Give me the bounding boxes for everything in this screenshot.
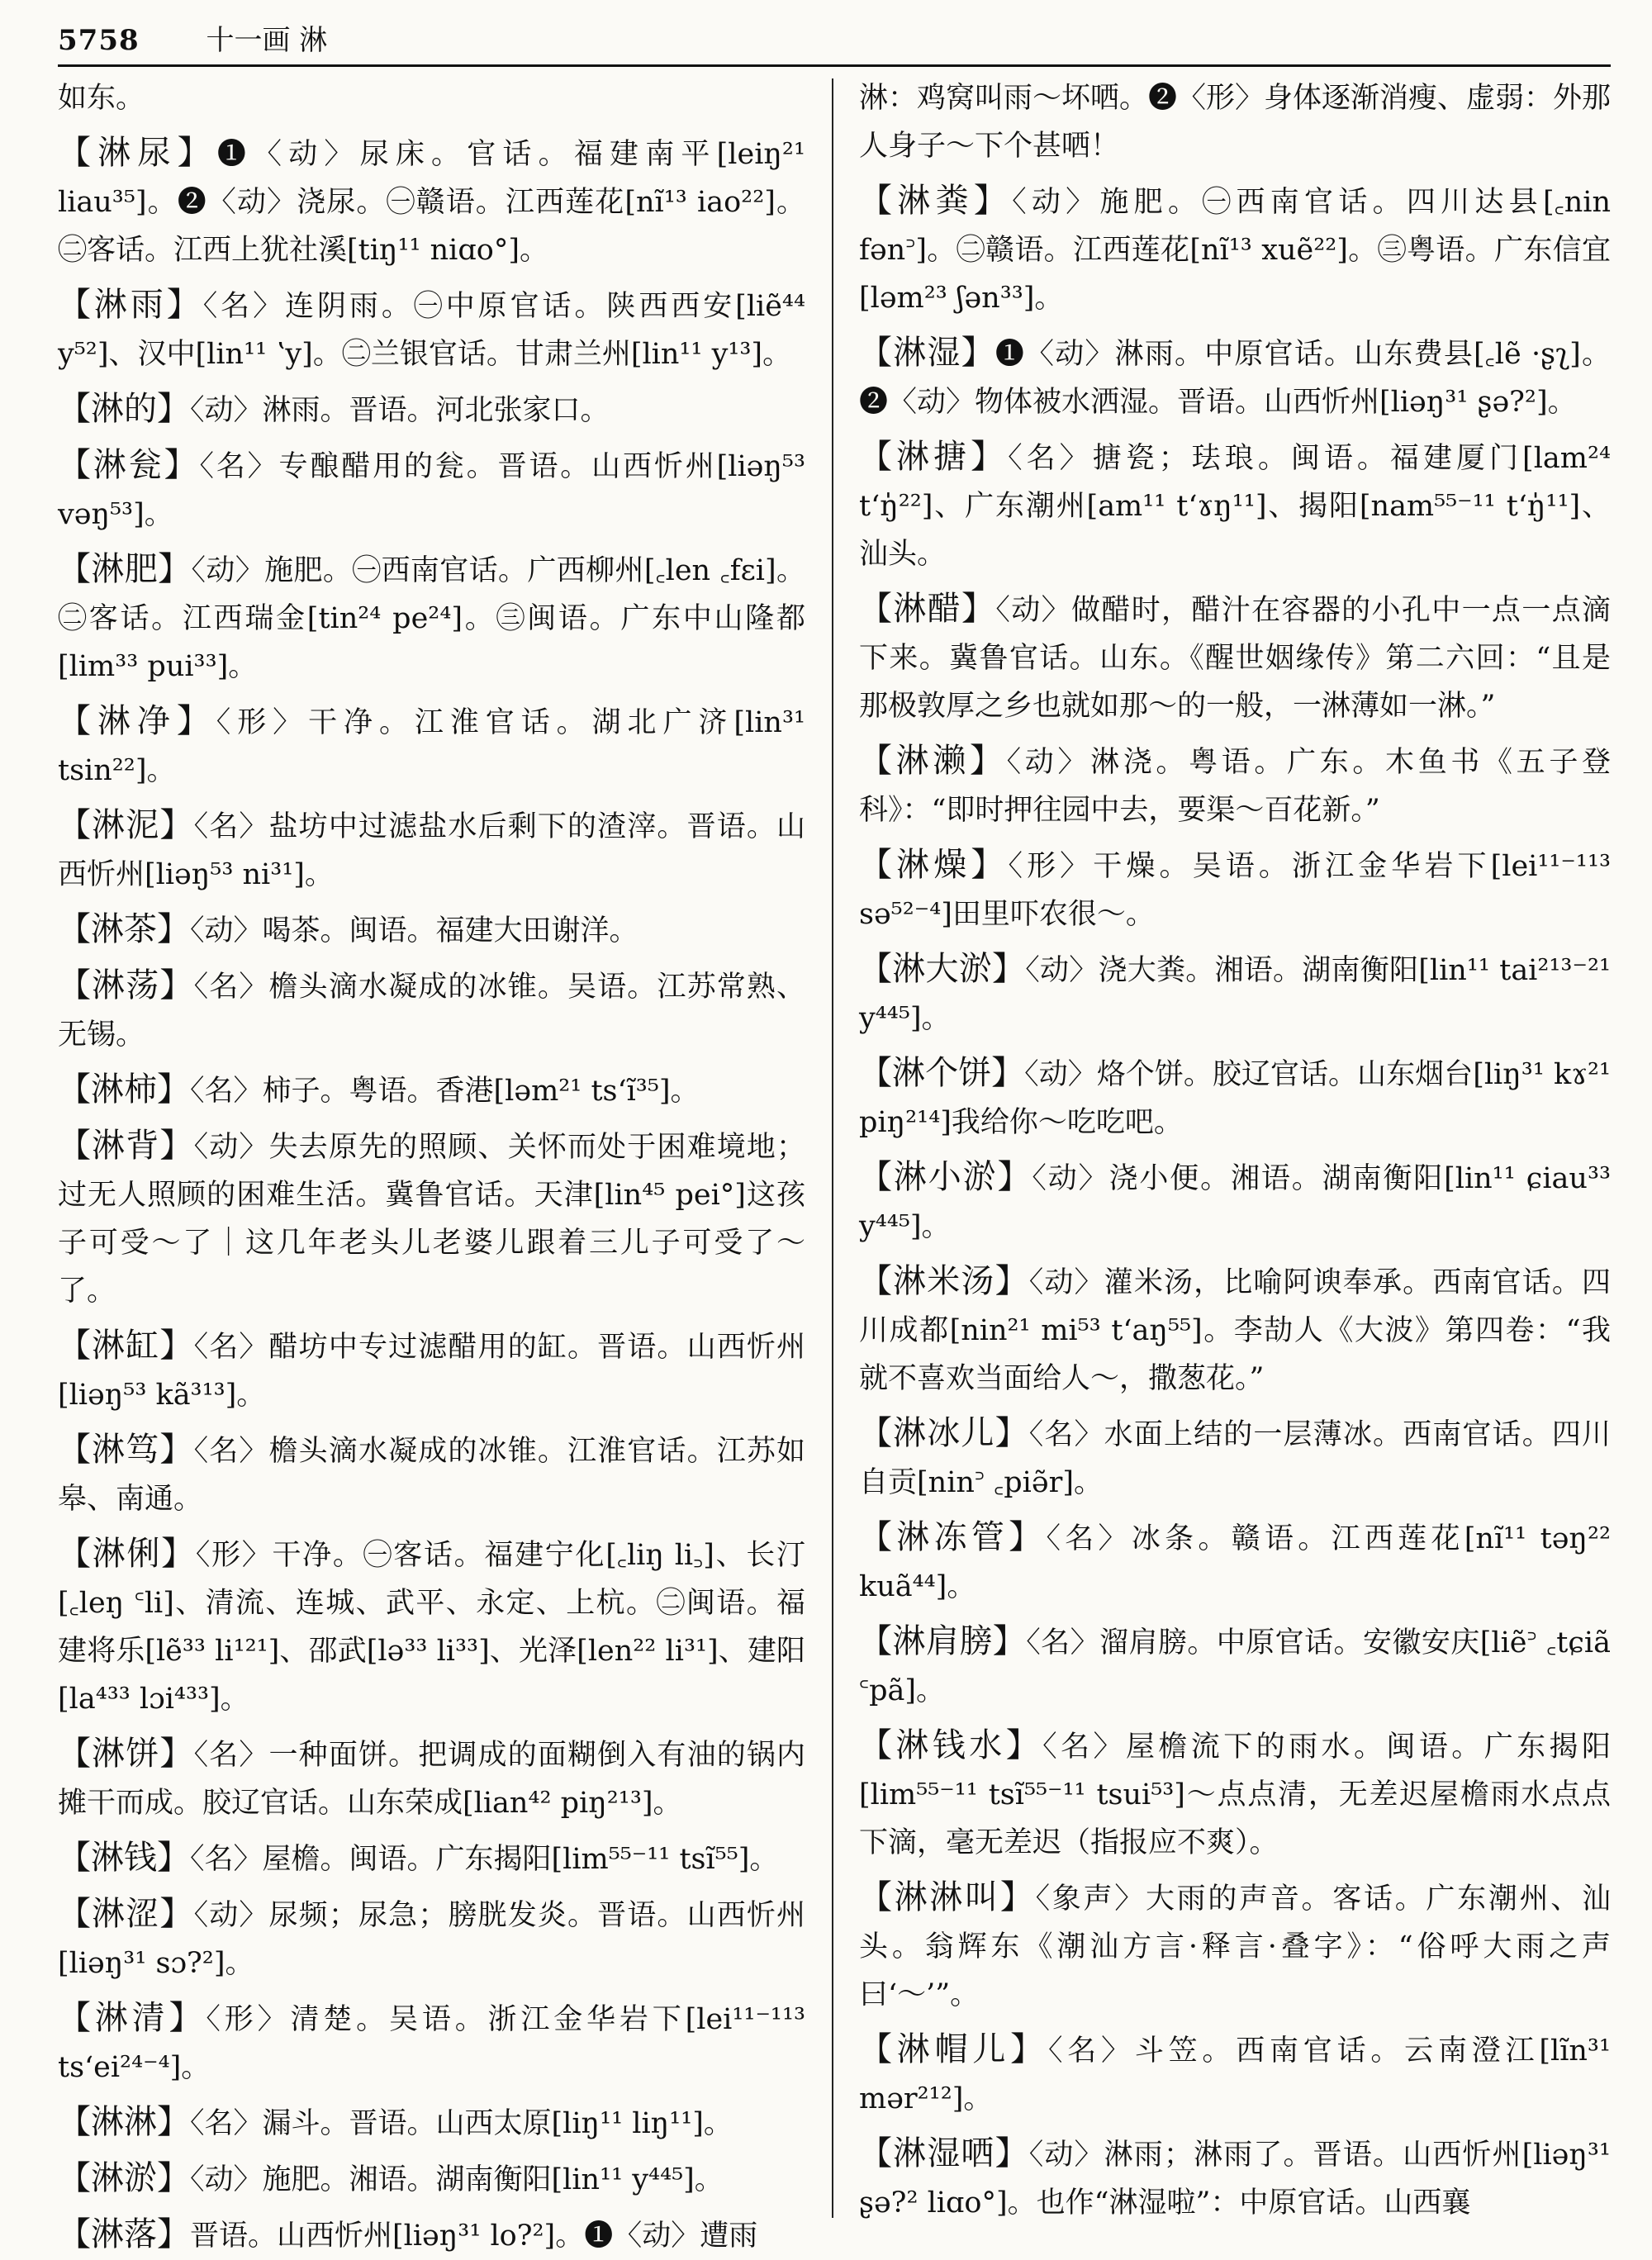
entry-definition: 〈形〉清楚。吴语。浙江金华岩下[lei¹¹⁻¹¹³ ts‘ei²⁴⁻⁴]。 <box>58 2003 806 2084</box>
entry-headword: 【淋尿】 <box>58 134 217 172</box>
section-title: 十一画 淋 <box>206 24 328 57</box>
entry-headword: 【淋笃】 <box>58 1431 194 1469</box>
dictionary-entry <box>859 737 1611 834</box>
entry-headword: 【淋缸】 <box>58 1327 194 1365</box>
dictionary-entry <box>58 1730 805 1827</box>
entry-headword: 【淋小淤】 <box>859 1158 1032 1196</box>
entry-headword: 【淋的】 <box>58 390 190 428</box>
entry-definition: 〈名〉漏斗。晋语。山西太原[liŋ¹¹ liŋ¹¹]。 <box>190 2107 733 2140</box>
dictionary-entry <box>58 1834 805 1883</box>
entry-headword: 【淋燥】 <box>859 846 1009 884</box>
header-rule <box>58 64 1611 67</box>
entry-definition: 〈形〉干净。江淮官话。湖北广济[lin³¹ tsin²²]。 <box>58 706 805 787</box>
entry-definition: 〈动〉失去原先的照顾、关怀而处于困难境地；过无人照顾的困难生活。冀鲁官话。天津[lin⁴⁵ pei°]这孩子可受～了｜这几年老头儿老婆儿跟着三儿子可受了～了。 <box>58 1131 805 1308</box>
dictionary-entry <box>58 1322 805 1419</box>
entry-headword: 【淋淤】 <box>58 2159 190 2197</box>
entry-headword: 【淋背】 <box>58 1127 194 1165</box>
entry-headword: 【淋肥】 <box>58 550 192 588</box>
dictionary-entry <box>58 1122 805 1315</box>
page-header <box>58 20 1611 61</box>
entry-definition: 〈动〉浇小便。湘语。湖南衡阳[lin¹¹ ɕiau³³ y⁴⁴⁵]。 <box>859 1162 1612 1243</box>
entry-definition: 〈动〉施肥。㊀西南官话。四川达县[꜀nin fən꜄]。㊁赣语。江西莲花[nĩ¹³ xuẽ²²]。㊂粤语。广东信宜[ləm²³ ʃən³³]。 <box>859 186 1611 315</box>
entry-headword: 【淋柿】 <box>58 1071 190 1109</box>
dictionary-entry <box>58 961 805 1059</box>
entry-headword: 【淋搪】 <box>859 438 1009 476</box>
entry-definition: ❶〈动〉尿床。官话。福建南平[leiŋ²¹ liau³⁵]。❷〈动〉浇尿。㊀赣语。江西莲花[nĩ¹³ iao²²]。㊁客话。江西上犹社溪[tiŋ¹¹ niɑo°]。 <box>58 138 805 267</box>
dictionary-entry <box>859 1513 1611 1611</box>
dictionary-entry <box>58 905 805 955</box>
entry-definition: 〈名〉醋坊中专过滤醋用的缸。晋语。山西忻州[liəŋ⁵³ kã³¹³]。 <box>58 1331 805 1412</box>
dictionary-entry <box>58 1426 805 1523</box>
dictionary-entry <box>58 1530 805 1723</box>
entry-definition: 〈动〉做醋时，醋汁在容器的小孔中一点一点滴下来。冀鲁官话。山东。《醒世姻缘传》第二六回：“且是那极敦厚之乡也就如那～的一般，一淋薄如一淋。” <box>859 594 1611 723</box>
dictionary-entry <box>859 1049 1611 1147</box>
dictionary-entry <box>859 433 1611 578</box>
entry-definition: 〈名〉斗笠。西南官话。云南澄江[lĩn³¹ mər²¹²]。 <box>859 2034 1611 2115</box>
entry-definition: 〈名〉搪瓷；珐琅。闽语。福建厦门[lam²⁴ t‘ŋ̍²²]、广东潮州[am¹¹ t‘ɤŋ¹¹]、揭阳[nam⁵⁵⁻¹¹ t‘ŋ̍¹¹]、汕头。 <box>859 442 1612 571</box>
dictionary-entry <box>859 585 1611 730</box>
dictionary-entry <box>58 129 805 274</box>
entry-headword: 【淋泥】 <box>58 806 194 844</box>
continuation-text: 淋：鸡窝叫雨～坏哂。❷〈形〉身体逐渐消瘦、虚弱：外那人身子～下个甚哂！ <box>859 82 1612 163</box>
entry-definition: 〈名〉专酿醋用的瓮。晋语。山西忻州[liəŋ⁵³ vəŋ⁵³]。 <box>58 450 805 531</box>
dictionary-entry <box>859 2129 1611 2227</box>
entry-headword: 【淋钱】 <box>58 1839 190 1877</box>
entry-definition: 〈动〉烙个饼。胶辽官话。山东烟台[liŋ³¹ kɤ²¹ piŋ²¹⁴]我给你～吃吃吧。 <box>859 1058 1612 1139</box>
dictionary-entry <box>58 545 805 691</box>
left-column <box>58 74 806 2253</box>
entry-headword: 【淋淋叫】 <box>859 1878 1036 1916</box>
dictionary-entry <box>58 281 805 378</box>
dictionary-entry <box>58 385 805 434</box>
entry-headword: 【淋雨】 <box>58 286 203 324</box>
entry-definition: 〈动〉尿频；尿急；膀胱发炎。晋语。山西忻州[liəŋ³¹ sɔ?²]。 <box>58 1899 805 1980</box>
entry-definition: 〈名〉水面上结的一层薄冰。西南官话。四川自贡[nin꜄ ꜀piə̃r]。 <box>859 1418 1611 1499</box>
entry-definition: 〈动〉施肥。㊀西南官话。广西柳州[꜀len ꜀fɛi]。㊁客话。江西瑞金[tin²⁴ pe²⁴]。㊂闽语。广东中山隆都[lim³³ pui³³]。 <box>58 554 806 683</box>
entry-headword: 【淋粪】 <box>859 182 1013 220</box>
entry-headword: 【淋瓮】 <box>58 446 200 484</box>
entry-headword: 【淋个饼】 <box>859 1054 1025 1092</box>
entry-headword: 【淋濑】 <box>859 742 1007 780</box>
entry-definition: 〈动〉灌米汤，比喻阿谀奉承。西南官话。四川成都[nin²¹ mi⁵³ t‘aŋ⁵⁵]。李劼人《大波》第四卷：“我就不喜欢当面给人～，撒葱花。” <box>859 1266 1611 1395</box>
entry-definition: 〈动〉施肥。湘语。湖南衡阳[lin¹¹ y⁴⁴⁵]。 <box>190 2163 724 2196</box>
column-divider <box>832 78 833 2218</box>
dictionary-entry <box>859 1153 1611 1251</box>
entry-definition: 晋语。山西忻州[liəŋ³¹ lo?²]。❶〈动〉遭雨 <box>190 2220 758 2253</box>
entry-headword: 【淋钱水】 <box>859 1726 1043 1764</box>
entry-headword: 【淋净】 <box>58 702 216 740</box>
entry-headword: 【淋淋】 <box>58 2103 190 2141</box>
entry-definition: 〈名〉溜肩膀。中原官话。安徽安庆[liẽ꜄ ꜀tɕiã ꜂pã]。 <box>859 1626 1611 1707</box>
dictionary-entry <box>58 441 805 539</box>
entry-list <box>58 129 805 2260</box>
entry-headword: 【淋湿哂】 <box>859 2134 1029 2172</box>
entry-headword: 【淋帽儿】 <box>859 2030 1048 2068</box>
dictionary-entry <box>58 697 805 795</box>
entry-definition: 〈动〉浇大粪。湘语。湖南衡阳[lin¹¹ tai²¹³⁻²¹ y⁴⁴⁵]。 <box>859 954 1612 1035</box>
right-column <box>859 74 1611 2222</box>
entry-definition: 〈象声〉大雨的声音。客话。广东潮州、汕头。翁辉东《潮汕方言·释言·叠字》：“俗呼大雨之声曰‘～’”。 <box>859 1883 1611 2011</box>
entry-definition: 〈名〉柿子。粤语。香港[ləm²¹ ts‘ĩ³⁵]。 <box>190 1075 700 1108</box>
entry-definition: 〈名〉一种面饼。把调成的面糊倒入有油的锅内摊干而成。胶辽官话。山东荣成[lian⁴² piŋ²¹³]。 <box>58 1739 805 1820</box>
dictionary-entry <box>58 1890 805 1987</box>
dictionary-entry <box>58 2154 805 2204</box>
entry-headword: 【淋冻管】 <box>859 1518 1047 1556</box>
entry-headword: 【淋冰儿】 <box>859 1414 1029 1452</box>
entry-definition: 〈名〉檐头滴水凝成的冰锥。江淮官话。江苏如皋、南通。 <box>58 1435 805 1516</box>
entry-headword: 【淋荡】 <box>58 966 194 1004</box>
entry-headword: 【淋米汤】 <box>859 1262 1029 1300</box>
entry-headword: 【淋饼】 <box>58 1735 194 1773</box>
entry-headword: 【淋涩】 <box>58 1895 194 1933</box>
dictionary-entry <box>859 1257 1611 1403</box>
entry-list <box>859 177 1611 2227</box>
entry-definition: 〈名〉檐头滴水凝成的冰锥。吴语。江苏常熟、无锡。 <box>58 971 805 1052</box>
entry-headword: 【淋湿】 <box>859 334 995 372</box>
entry-definition: 〈动〉喝茶。闽语。福建大田谢洋。 <box>190 914 638 947</box>
entry-definition: 〈动〉淋雨；淋雨了。晋语。山西忻州[liəŋ³¹ ʂə?² liɑo°]。也作“淋湿啦”：中原官话。山西襄 <box>859 2139 1611 2220</box>
page-number: 5758 <box>58 24 140 57</box>
dictionary-entry <box>859 1409 1611 1507</box>
entry-definition: 〈名〉连阴雨。㊀中原官话。陕西西安[liẽ⁴⁴ y⁵²]、汉中[lin¹¹ ʽy]。㊁兰银官话。甘肃兰州[lin¹¹ y¹³]。 <box>58 290 805 371</box>
entry-definition: 〈名〉屋檐流下的雨水。闽语。广东揭阳[lim⁵⁵⁻¹¹ tsĩ⁵⁵⁻¹¹ tsui⁵³]～点点清，无差迟屋檐雨水点点下滴，毫无差迟（指报应不爽）。 <box>859 1731 1611 1859</box>
dictionary-entry <box>58 1066 805 1115</box>
dictionary-entry <box>58 1994 805 2091</box>
entry-definition: 〈名〉盐坊中过滤盐水后剩下的渣滓。晋语。山西忻州[liəŋ⁵³ ni³¹]。 <box>58 810 805 891</box>
entry-definition: 〈动〉淋浇。粤语。广东。木鱼书《五子登科》：“即时押往园中去，要渠～百花新。” <box>859 746 1611 827</box>
dictionary-entry <box>58 2210 805 2260</box>
dictionary-entry <box>859 329 1611 426</box>
dictionary-entry <box>859 1721 1611 1867</box>
entry-headword: 【淋茶】 <box>58 910 190 948</box>
entry-definition: 〈名〉冰条。赣语。江西莲花[nĩ¹¹ təŋ²² kuã⁴⁴]。 <box>859 1522 1612 1603</box>
dictionary-entry <box>859 841 1611 938</box>
entry-headword: 【淋醋】 <box>859 590 996 628</box>
dictionary-entry <box>859 177 1611 322</box>
dictionary-entry <box>859 1617 1611 1715</box>
dictionary-entry <box>859 945 1611 1042</box>
entry-headword: 【淋俐】 <box>58 1535 196 1573</box>
dictionary-entry <box>58 801 805 899</box>
continuation-text: 如东。 <box>58 82 145 115</box>
entry-headword: 【淋落】 <box>58 2215 190 2253</box>
entry-definition: 〈名〉屋檐。闽语。广东揭阳[lim⁵⁵⁻¹¹ tsĩ⁵⁵]。 <box>190 1843 779 1876</box>
entry-definition: ❶〈动〉淋雨。中原官话。山东费县[꜀lẽ ·ʂʅ]。❷〈动〉物体被水洒湿。晋语。山西忻州[liəŋ³¹ ʂə?²]。 <box>859 338 1611 419</box>
entry-definition: 〈动〉淋雨。晋语。河北张家口。 <box>190 394 610 427</box>
dictionary-entry <box>58 2098 805 2148</box>
entry-headword: 【淋大淤】 <box>859 950 1026 988</box>
entry-definition: 〈形〉干燥。吴语。浙江金华岩下[lei¹¹⁻¹¹³ sə⁵²⁻⁴]田里吓农很～。 <box>859 850 1612 931</box>
entry-definition: 〈形〉干净。㊀客话。福建宁化[꜀liŋ li꜆]、长汀[꜀leŋ ꜂li]、清流、连城、武平、永定、上杭。㊁闽语。福建将乐[lẽ³³ li¹²¹]、邵武[lə³³ li³³]、光泽[len²² li³¹]、建阳[la⁴³³ lɔi⁴³³]。 <box>58 1539 805 1716</box>
entry-headword: 【淋清】 <box>58 1999 206 2037</box>
dictionary-entry <box>859 1873 1611 2019</box>
dictionary-entry <box>859 2025 1611 2123</box>
entry-headword: 【淋肩膀】 <box>859 1622 1027 1660</box>
